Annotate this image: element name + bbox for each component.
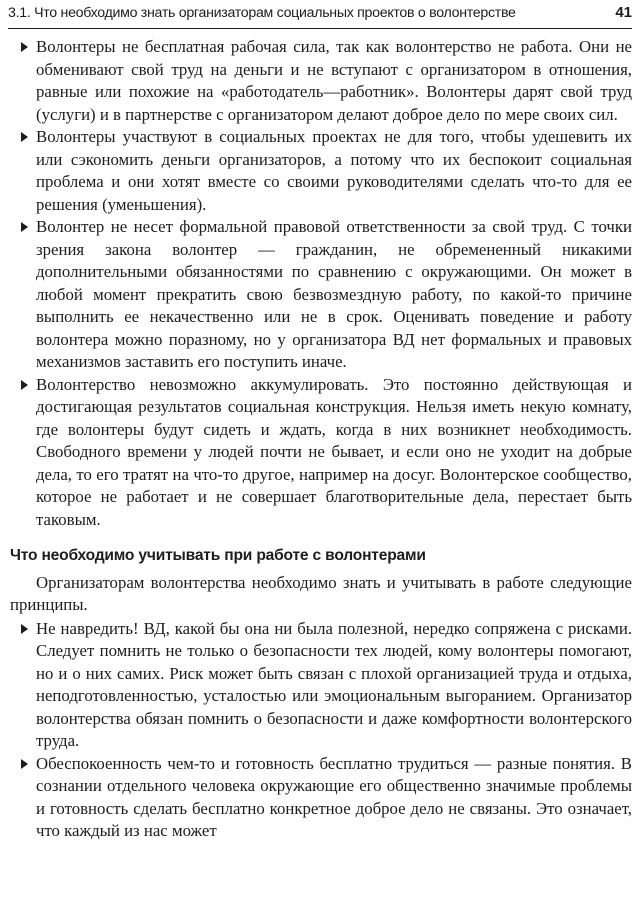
section-intro: Организаторам волонтерства необходимо знать и учитывать в работе следующие принципы. [10, 572, 632, 614]
running-title: 3.1. Что необходимо знать организаторам социальных проектов о волонтерстве [8, 5, 516, 21]
bullet-item [10, 618, 632, 753]
page-number: 41 [615, 4, 632, 21]
bullet-item [10, 126, 632, 216]
bullet-item [10, 216, 632, 374]
bullet-arrow-icon [21, 759, 28, 769]
section-heading: Что необходимо учитывать при работе с волонтерами [10, 547, 426, 564]
bullet-text: Волонтерство невозможно аккумулировать. Это постоянно действующая и достигающая результатов социальная конструкция. Нельзя иметь некую комнату, где волонтеры будут сидеть и ждать, когда в них возникнет необходимость. Свободного времени у людей почти не бывает, и если оно не уходит на добрые дела, то его тратят на что-то другое, например на досуг. Волонтерское сообщество, которое не работает и не совершает благотворительные дела, перестает быть таковым. [36, 374, 632, 529]
bullet-arrow-icon [21, 624, 28, 634]
bullet-arrow-icon [21, 222, 28, 232]
bullet-item [10, 753, 632, 843]
bullet-item [10, 374, 632, 532]
bullet-arrow-icon [21, 132, 28, 142]
bullet-text: Обеспокоенность чем-то и готовность бесплатно трудиться — разные понятия. В сознании отдельного человека окружающие его общественно значимые проблемы и готовность сделать бесплатно конкретное доброе дело не связаны. Это означает, что каждый из нас может [36, 753, 632, 840]
running-header [8, 0, 632, 29]
bullet-text: Волонтер не несет формальной правовой ответственности за свой труд. С точки зрения закона волонтер — гражданин, не обремененный никакими дополнительными обязанностями по сравнению с окружающими. Он может в любой момент прекратить свою безвозмездную работу, по какой-то причине выполнить ее некачественно или не в срок. Оценивать поведение и работу волонтера можно поразному, но у организатора ВД нет формальных и правовых механизмов заставить его поступить иначе. [36, 217, 632, 371]
bullet-arrow-icon [21, 42, 28, 52]
page-body [10, 36, 632, 843]
bullet-arrow-icon [21, 380, 28, 390]
bullet-text: Волонтеры участвуют в социальных проектах не для того, чтобы удешевить их или сэкономить деньги организаторов, а потому что их беспокоит социальная проблема и они хотят вместе со своими руководителями сделать что-то для ее решения (уменьшения). [36, 127, 632, 214]
bullet-text: Не навредить! ВД, какой бы она ни была полезной, нередко сопряжена с рисками. Следует помнить не только о безопасности тех людей, кому волонтеры помогают, но и о них самих. Риск может быть связан с плохой организацией труда и отдыха, неподготовленностью, усталостью или эмоциональным выгоранием. Организатор волонтерства обязан помнить о безопасности и даже комфортности волонтерского труда. [36, 618, 632, 750]
bullet-text: Волонтеры не бесплатная рабочая сила, так как волонтерство не работа. Они не обменивают свой труд на деньги и не вступают с организатором в отношения, равные или похожие на «работодатель—работник». Волонтеры дарят свой труд (услуги) и в партнерстве с организатором делают доброе дело по мере своих сил. [36, 37, 632, 124]
bullet-item [10, 36, 632, 126]
